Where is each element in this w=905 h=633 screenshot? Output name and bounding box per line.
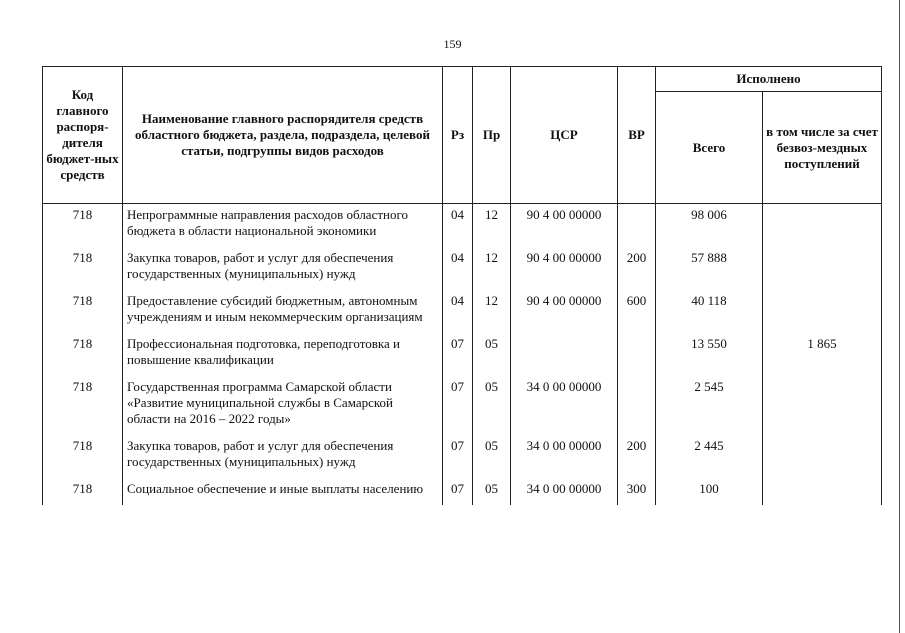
table-header [43,67,882,204]
header-rz: Рз [443,67,473,204]
header-name: Наименование главного распорядителя средств областного бюджета, раздела, подраздела, целевой статьи, подгруппы видов расходов [123,67,443,204]
header-vr: ВР [618,67,656,204]
cell-code: 718 [43,376,123,435]
table-row [43,435,882,478]
cell-code: 718 [43,333,123,376]
cell-rz: 04 [443,204,473,248]
cell-rz: 07 [443,478,473,505]
cell-code: 718 [43,478,123,505]
cell-total: 57 888 [656,247,763,290]
header-total: Всего [656,92,763,204]
cell-free [763,478,882,505]
cell-name: Закупка товаров, работ и услуг для обеспечения государственных (муниципальных) нужд [123,435,443,478]
header-free: в том числе за счет безвоз-мездных поступлений [763,92,882,204]
cell-csr: 90 4 00 00000 [511,290,618,333]
page-edge-line [899,0,900,633]
cell-csr [511,333,618,376]
cell-csr: 34 0 00 00000 [511,435,618,478]
table-row [43,290,882,333]
cell-vr: 200 [618,247,656,290]
table-row [43,204,882,248]
cell-pr: 12 [473,290,511,333]
cell-name: Закупка товаров, работ и услуг для обеспечения государственных (муниципальных) нужд [123,247,443,290]
cell-pr: 05 [473,333,511,376]
cell-rz: 07 [443,435,473,478]
cell-csr: 90 4 00 00000 [511,204,618,248]
cell-vr: 300 [618,478,656,505]
cell-name: Профессиональная подготовка, переподготовка и повышение квалификации [123,333,443,376]
cell-rz: 07 [443,376,473,435]
cell-total: 13 550 [656,333,763,376]
cell-vr [618,333,656,376]
cell-pr: 12 [473,204,511,248]
cell-pr: 05 [473,376,511,435]
cell-name: Непрограммные направления расходов областного бюджета в области национальной экономики [123,204,443,248]
cell-name: Государственная программа Самарской области «Развитие муниципальной службы в Самарской области на 2016 – 2022 годы» [123,376,443,435]
cell-name: Предоставление субсидий бюджетным, автономным учреждениям и иным некоммерческим организациям [123,290,443,333]
cell-code: 718 [43,290,123,333]
cell-name: Социальное обеспечение и иные выплаты населению [123,478,443,505]
cell-total: 100 [656,478,763,505]
cell-free [763,247,882,290]
cell-code: 718 [43,204,123,248]
header-csr: ЦСР [511,67,618,204]
cell-csr: 90 4 00 00000 [511,247,618,290]
cell-vr [618,376,656,435]
cell-total: 2 445 [656,435,763,478]
page-number: 159 [443,37,462,51]
cell-pr: 12 [473,247,511,290]
cell-total: 98 006 [656,204,763,248]
header-executed: Исполнено [656,67,882,92]
cell-vr: 200 [618,435,656,478]
cell-rz: 07 [443,333,473,376]
header-pr: Пр [473,67,511,204]
cell-free [763,435,882,478]
cell-pr: 05 [473,435,511,478]
cell-total: 40 118 [656,290,763,333]
cell-rz: 04 [443,290,473,333]
cell-free [763,376,882,435]
budget-table [42,66,882,505]
cell-code: 718 [43,247,123,290]
cell-code: 718 [43,435,123,478]
cell-vr: 600 [618,290,656,333]
cell-total: 2 545 [656,376,763,435]
cell-free [763,290,882,333]
table-row [43,478,882,505]
cell-vr [618,204,656,248]
table-row [43,247,882,290]
cell-free: 1 865 [763,333,882,376]
cell-pr: 05 [473,478,511,505]
cell-csr: 34 0 00 00000 [511,376,618,435]
table-row [43,333,882,376]
cell-csr: 34 0 00 00000 [511,478,618,505]
cell-rz: 04 [443,247,473,290]
cell-free [763,204,882,248]
header-code: Код главного распоря-дителя бюджет-ных средств [43,67,123,204]
table-row [43,376,882,435]
